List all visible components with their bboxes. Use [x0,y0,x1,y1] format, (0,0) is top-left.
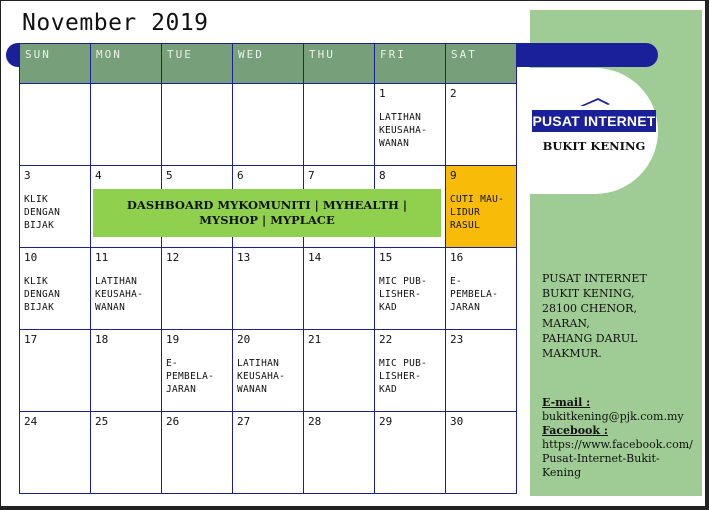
day-number: 3 [24,169,31,182]
address-line: 28100 CHENOR, [542,302,637,315]
day-number: 16 [450,251,464,264]
calendar-day-cell [375,412,446,494]
calendar-day-cell [162,84,233,166]
logo-subtitle: BUKIT KENING [542,139,646,153]
contact-block [542,396,697,480]
weekday-wed: WED [233,44,304,84]
day-event: LATIHAN KEUSAHA- WANAN [237,358,286,395]
house-roof-icon [580,98,610,106]
address-line: MAKMUR. [542,347,602,360]
weekday-thu: THU [304,44,375,84]
address-line: PAHANG DARUL [542,332,638,345]
calendar-day-cell [162,412,233,494]
day-number: 25 [95,415,109,428]
day-number: 2 [450,87,457,100]
calendar-week-row [20,84,517,166]
calendar-day-cell [446,412,517,494]
day-number: 18 [95,333,109,346]
calendar-title: November 2019 [22,10,209,36]
facebook-link-line[interactable]: Pusat-Internet-Bukit- [542,452,660,465]
calendar-day-cell [91,412,162,494]
day-number: 26 [166,415,180,428]
calendar-week-row [20,248,517,330]
address-block [542,271,692,361]
day-number: 6 [237,169,244,182]
calendar-day-cell [446,248,517,330]
calendar-day-cell [91,248,162,330]
day-event: MIC PUB- LISHER- KAD [379,358,428,395]
day-number: 28 [308,415,322,428]
calendar-day-cell [375,330,446,412]
calendar-day-cell [162,330,233,412]
dashboard-banner: DASHBOARD MYKOMUNITI | MYHEALTH | MYSHOP | MYPLACE [93,189,441,237]
day-number: 13 [237,251,251,264]
calendar-day-cell [233,84,304,166]
calendar-day-cell [233,248,304,330]
weekday-sat: SAT [446,44,517,84]
calendar-day-cell [162,248,233,330]
calendar-week-row [20,330,517,412]
calendar-day-cell [304,330,375,412]
calendar-day-cell [446,330,517,412]
day-number: 23 [450,333,464,346]
day-number: 30 [450,415,464,428]
email-label: E-mail : [542,396,591,409]
calendar-day-cell [20,84,91,166]
day-event: E- PEMBELA- JARAN [450,276,499,313]
calendar-day-cell [304,412,375,494]
weekday-sun: SUN [20,44,91,84]
day-number: 27 [237,415,251,428]
calendar-grid [19,43,517,494]
day-number: 21 [308,333,322,346]
weekday-fri: FRI [375,44,446,84]
day-number: 29 [379,415,393,428]
calendar-day-cell [233,330,304,412]
email-value[interactable]: bukitkening@pjk.com.my [542,410,684,423]
day-number: 20 [237,333,251,346]
calendar-day-cell [375,84,446,166]
calendar-day-cell [20,330,91,412]
day-event: E- PEMBELA- JARAN [166,358,215,395]
calendar-week-row [20,412,517,494]
day-number: 24 [24,415,38,428]
calendar-day-cell [446,166,517,248]
day-number: 4 [95,169,102,182]
day-event: LATIHAN KEUSAHA- WANAN [95,276,144,313]
calendar-day-cell [20,412,91,494]
facebook-link-line[interactable]: https://www.facebook.com/ [542,438,693,451]
facebook-label: Facebook : [542,424,608,437]
calendar-day-cell [233,412,304,494]
day-number: 10 [24,251,38,264]
day-number: 15 [379,251,393,264]
address-line: MARAN, [542,317,590,330]
day-number: 14 [308,251,322,264]
calendar-day-cell [304,248,375,330]
pusat-internet-logo [532,96,656,153]
day-number: 17 [24,333,38,346]
address-line: PUSAT INTERNET [542,272,647,285]
day-number: 1 [379,87,386,100]
calendar-day-cell [91,330,162,412]
day-event: KLIK DENGAN BIJAK [24,276,61,313]
weekday-header-row [20,44,517,84]
day-number: 12 [166,251,180,264]
day-number: 22 [379,333,393,346]
calendar-day-cell [91,84,162,166]
day-number: 5 [166,169,173,182]
day-number: 19 [166,333,180,346]
address-line: BUKIT KENING, [542,287,635,300]
day-number: 11 [95,251,109,264]
day-event: KLIK DENGAN BIJAK [24,194,61,231]
day-number: 7 [308,169,315,182]
calendar-day-cell [20,166,91,248]
facebook-link-line[interactable]: Kening [542,466,582,479]
calendar-day-cell [20,248,91,330]
calendar-day-cell [304,84,375,166]
day-event: CUTI MAU- LIDUR RASUL [450,194,505,231]
day-number: 8 [379,169,386,182]
day-event: LATIHAN KEUSAHA- WANAN [379,112,428,149]
weekday-tue: TUE [162,44,233,84]
calendar-day-cell [446,84,517,166]
day-event: MIC PUB- LISHER- KAD [379,276,428,313]
calendar-day-cell [375,248,446,330]
day-number: 9 [450,169,457,182]
logo-text: PUSAT INTERNET [532,110,656,132]
weekday-mon: MON [91,44,162,84]
